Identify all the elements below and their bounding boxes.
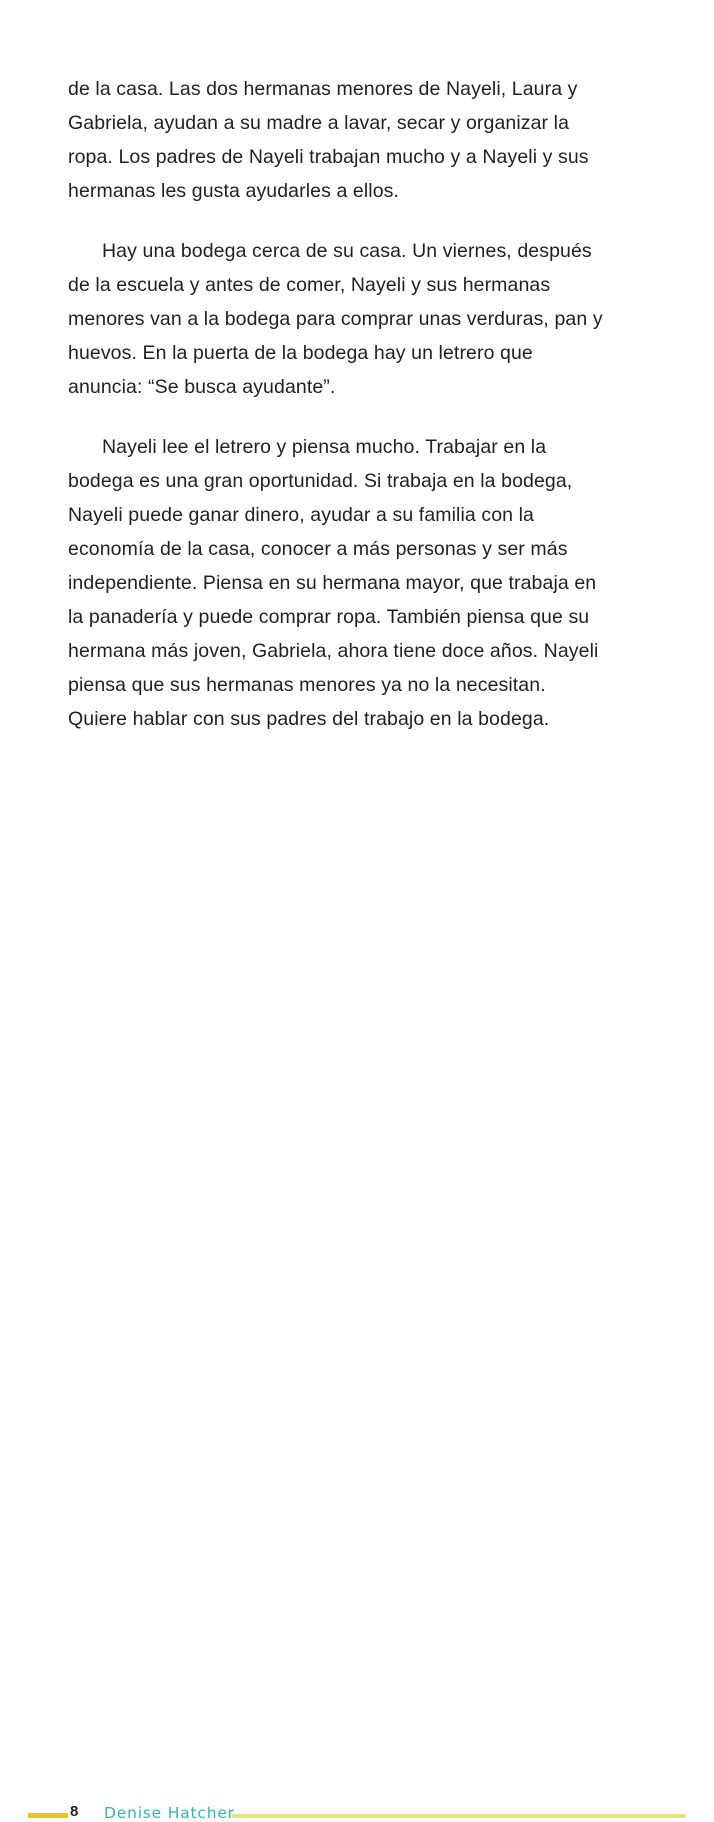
paragraph: Nayeli lee el letrero y piensa mucho. Trabajar en la bodega es una gran oportunidad. Si trabaja en la bodega, Nayeli puede ganar dinero, ayudar a su familia con la economía de la casa, conocer a más personas y ser más independiente. Piensa en su hermana mayor, que trabaja en la panadería y puede comprar ropa. También piensa que su hermana más joven, Gabriela, ahora tiene doce años. Nayeli piensa que sus hermanas menores ya no la necesitan. Quiere hablar con sus padres del trabajo en la bodega. xyxy=(68,436,604,730)
page-footer xyxy=(0,880,714,1822)
page-number: 8 xyxy=(70,1803,79,1820)
footer-rule-right xyxy=(232,1814,686,1818)
paragraph: de la casa. Las dos hermanas menores de Nayeli, Laura y Gabriela, ayudan a su madre a lavar, secar y organizar la ropa. Los padres de Nayeli trabajan mucho y a Nayeli y sus hermanas les gusta ayudarles a ellos. xyxy=(68,78,595,202)
page-body-text xyxy=(68,72,608,762)
footer-rule-left xyxy=(28,1813,68,1818)
paragraph: Hay una bodega cerca de su casa. Un viernes, después de la escuela y antes de comer, Nayeli y sus hermanas menores van a la bodega para comprar unas verduras, pan y huevos. En la puerta de la bodega hay un letrero que anuncia: “Se busca ayudante”. xyxy=(68,240,609,398)
author-name: Denise Hatcher xyxy=(104,1804,235,1822)
